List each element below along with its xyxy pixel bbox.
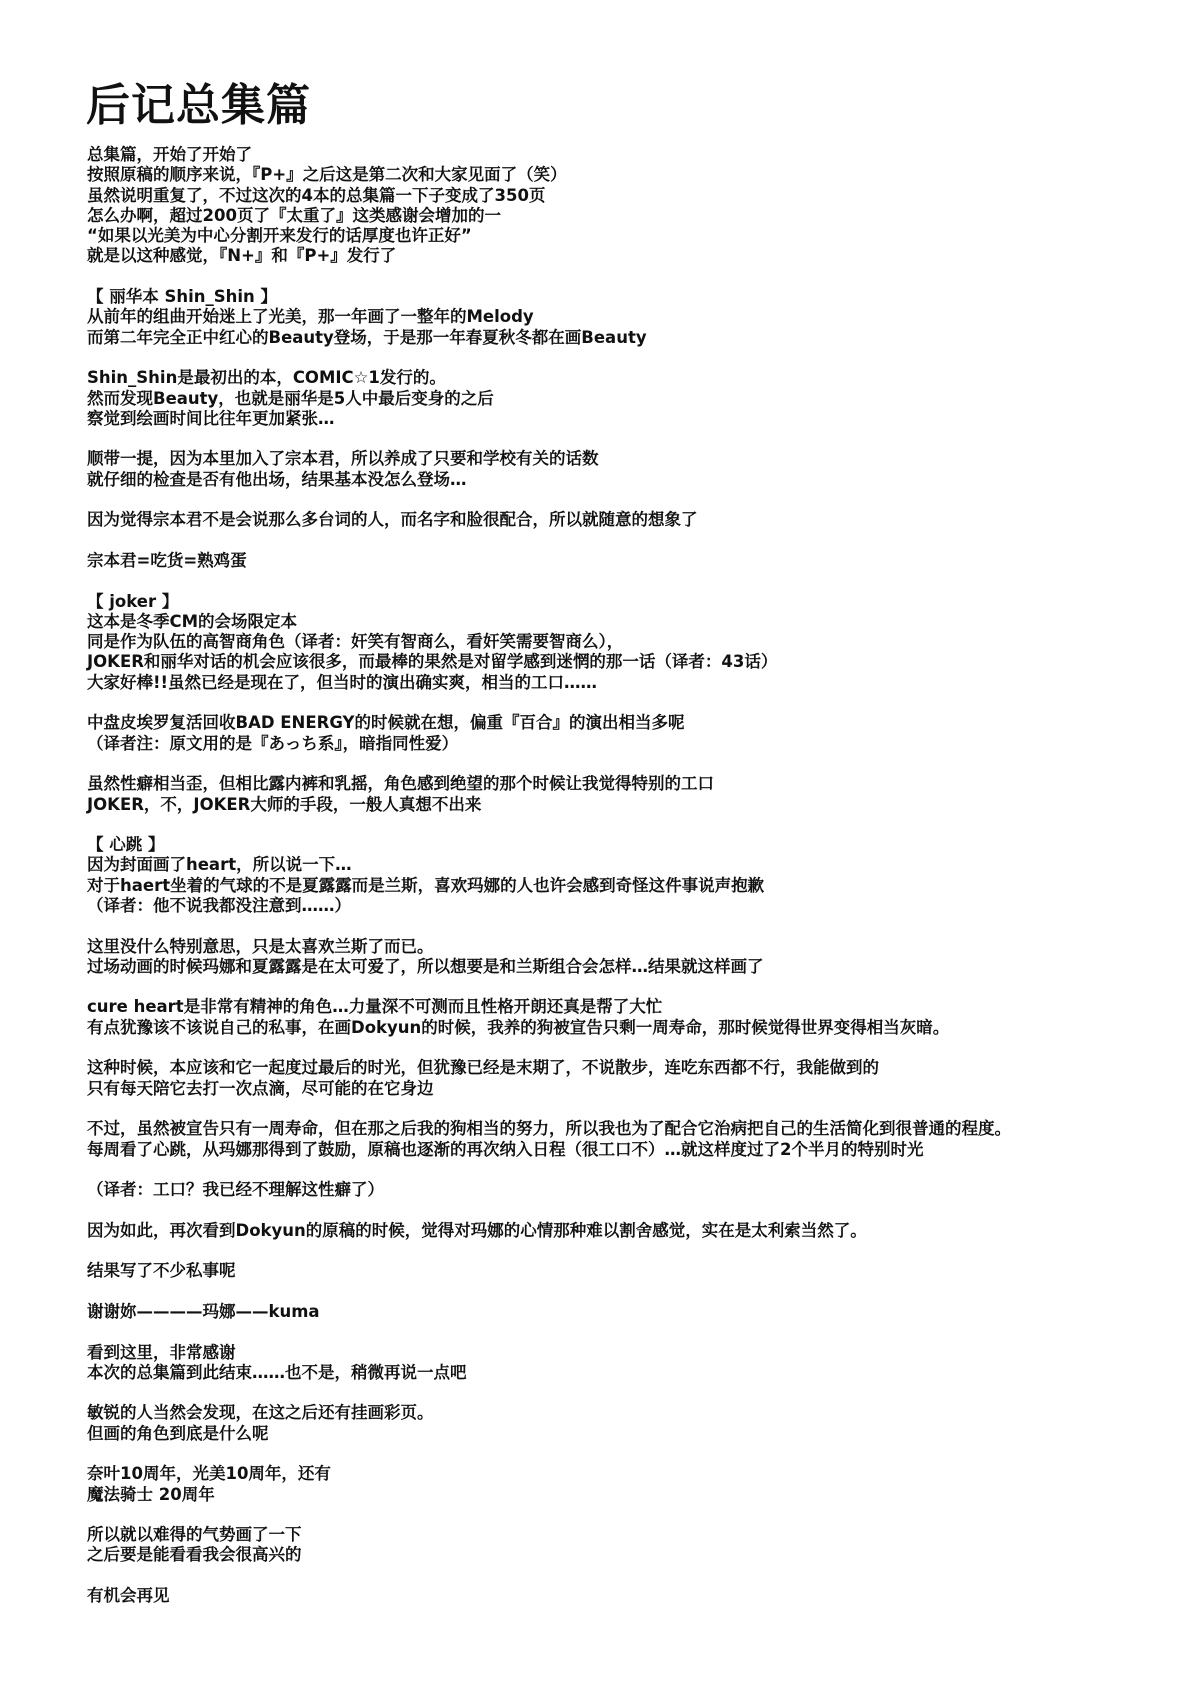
text-line: 对于haert坐着的气球的不是夏露露而是兰斯，喜欢玛娜的人也许会感到奇怪这件事说声抱歉 [87, 875, 765, 895]
text-line: 【 joker 】 [87, 591, 179, 611]
text-line: 因为觉得宗本君不是会说那么多台词的人，而名字和脸很配合，所以就随意的想象了 [87, 510, 698, 530]
text-line: 顺带一提，因为本里加入了宗本君，所以养成了只要和学校有关的话数 [87, 449, 599, 469]
paragraph-gap [87, 429, 1167, 449]
text-line: 按照原稿的顺序来说，『P+』之后这是第二次和大家见面了（笑） [87, 165, 567, 185]
paragraph-gap [87, 490, 1167, 510]
paragraph-gap [87, 531, 1167, 551]
text-line: 【 丽华本 Shin_Shin 】 [87, 287, 278, 307]
text-line: 有点犹豫该不该说自己的私事，在画Dokyun的时候，我养的狗被宣告只剩一周寿命，那时候觉得世界变得相当灰暗。 [87, 1017, 950, 1037]
text-line: 然而发现Beauty，也就是丽华是5人中最后变身的之后 [87, 388, 494, 408]
paragraph-gap [87, 1444, 1167, 1464]
paragraph-gap [87, 571, 1167, 591]
text-line: “如果以光美为中心分割开来发行的话厚度也许正好” [87, 226, 472, 246]
text-line: JOKER，不，JOKER大师的手段，一般人真想不出来 [87, 794, 482, 814]
page-title: 后记总集篇 [86, 80, 311, 131]
text-line: 虽然说明重复了，不过这次的4本的总集篇一下子变成了350页 [87, 185, 546, 205]
text-line: （译者注：原文用的是『あっち系』，暗指同性爱） [87, 733, 459, 753]
paragraph-gap [87, 1322, 1167, 1342]
text-line: 看到这里，非常感谢 [87, 1342, 236, 1362]
text-line: cure heart是非常有精神的角色…力量深不可测而且性格开朗还真是帮了大忙 [87, 997, 663, 1017]
paragraph-gap [87, 1160, 1167, 1180]
paragraph-gap [87, 754, 1167, 774]
text-line: 宗本君=吃货=熟鸡蛋 [87, 550, 247, 570]
text-line: 之后要是能看看我会很高兴的 [87, 1545, 302, 1565]
text-line: 【 心跳 】 [87, 835, 165, 855]
text-line: 怎么办啊，超过200页了『太重了』这类感谢会增加的一 [87, 205, 501, 225]
paragraph-gap [87, 1505, 1167, 1525]
paragraph-gap [87, 1241, 1167, 1261]
text-line: 察觉到绘画时间比往年更加紧张… [87, 408, 335, 428]
text-line: 所以就以难得的气势画了一下 [87, 1525, 302, 1545]
text-line: 魔法骑士 20周年 [87, 1484, 215, 1504]
text-line: 本次的总集篇到此结束……也不是，稍微再说一点吧 [87, 1362, 467, 1382]
paragraph-gap [87, 815, 1167, 835]
text-line: 因为如此，再次看到Dokyun的原稿的时候，觉得对玛娜的心情那种难以割舍感觉，实在是太利索当然了。 [87, 1220, 867, 1240]
text-line: 而第二年完全正中红心的Beauty登场，于是那一年春夏秋冬都在画Beauty [87, 327, 647, 347]
paragraph-gap [87, 1566, 1167, 1586]
text-line: 谢谢妳————玛娜——kuma [87, 1301, 320, 1321]
paragraph-gap [87, 1038, 1167, 1058]
text-line: 虽然性癖相当歪，但相比露内裤和乳摇，角色感到绝望的那个时候让我觉得特别的工口 [87, 774, 714, 794]
text-line: Shin_Shin是最初出的本，COMIC☆1发行的。 [87, 368, 446, 388]
text-line: 因为封面画了heart，所以说一下… [87, 855, 352, 875]
text-line: 但画的角色到底是什么呢 [87, 1423, 269, 1443]
text-line: 从前年的组曲开始迷上了光美，那一年画了一整年的Melody [87, 307, 534, 327]
paragraph-gap [87, 267, 1167, 287]
paragraph-gap [87, 348, 1167, 368]
text-line: 这种时候，本应该和它一起度过最后的时光，但犹豫已经是末期了，不说散步，连吃东西都不行，我能做到的 [87, 1058, 879, 1078]
text-line: 这里没什么特别意思，只是太喜欢兰斯了而已。 [87, 936, 434, 956]
text-line: （译者：工口？我已经不理解这性癖了） [87, 1180, 384, 1200]
text-line: 不过，虽然被宣告只有一周寿命，但在那之后我的狗相当的努力，所以我也为了配合它治病把自己的生活简化到很普通的程度。 [87, 1119, 1011, 1139]
paragraph-gap [87, 1383, 1167, 1403]
paragraph-gap [87, 1282, 1167, 1302]
text-line: 中盘皮埃罗复活回收BAD ENERGY的时候就在想，偏重『百合』的演出相当多呢 [87, 713, 685, 733]
paragraph-gap [87, 1099, 1167, 1119]
text-line: 有机会再见 [87, 1586, 170, 1606]
paragraph-gap [87, 693, 1167, 713]
text-line: （译者：他不说我都没注意到……） [87, 895, 351, 915]
text-line: 结果写了不少私事呢 [87, 1261, 236, 1281]
text-line: 大家好棒!!虽然已经是现在了，但当时的演出确实爽，相当的工口…… [87, 672, 598, 692]
text-line: 就是以这种感觉，『N+』和『P+』发行了 [87, 246, 397, 266]
paragraph-gap [87, 916, 1167, 936]
text-line: 每周看了心跳，从玛娜那得到了鼓励，原稿也逐渐的再次纳入日程（很工口不）…就这样度过了2个半月的特别时光 [87, 1139, 924, 1159]
paragraph-gap [87, 1200, 1167, 1220]
text-line: 同是作为队伍的高智商角色（译者：奸笑有智商么，看奸笑需要智商么）， [87, 632, 624, 652]
text-line: JOKER和丽华对话的机会应该很多，而最棒的果然是对留学感到迷惘的那一话（译者：43话） [87, 652, 778, 672]
text-line: 过场动画的时候玛娜和夏露露是在太可爱了，所以想要是和兰斯组合会怎样…结果就这样画了 [87, 956, 764, 976]
text-line: 奈叶10周年，光美10周年，还有 [87, 1464, 331, 1484]
text-line: 只有每天陪它去打一次点滴，尽可能的在它身边 [87, 1078, 434, 1098]
text-line: 这本是冬季CM的会场限定本 [87, 611, 298, 631]
text-line: 就仔细的检查是否有他出场，结果基本没怎么登场… [87, 469, 467, 489]
paragraph-gap [87, 977, 1167, 997]
text-line: 敏锐的人当然会发现，在这之后还有挂画彩页。 [87, 1403, 434, 1423]
afterword-body [87, 145, 1167, 1606]
text-line: 总集篇，开始了开始了 [87, 145, 252, 164]
